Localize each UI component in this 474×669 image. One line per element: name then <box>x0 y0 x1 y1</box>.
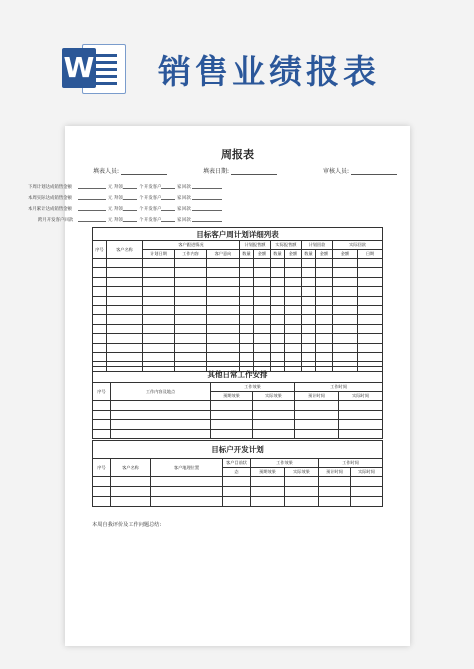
table-cell[interactable] <box>302 305 316 314</box>
table-cell[interactable] <box>175 268 207 277</box>
table-cell[interactable] <box>316 287 333 296</box>
table-cell[interactable] <box>333 343 358 352</box>
summary-visit: 拜领 <box>114 196 123 201</box>
table-cell[interactable] <box>143 334 175 343</box>
table-cell[interactable] <box>93 487 111 497</box>
table-cell[interactable] <box>151 477 223 487</box>
table-cell[interactable] <box>271 343 285 352</box>
table-cell[interactable] <box>254 315 271 324</box>
table-cell[interactable] <box>302 277 316 286</box>
table-row <box>93 487 383 497</box>
t3-effect: 工作效果 <box>251 459 319 468</box>
table-cell[interactable] <box>358 343 383 352</box>
summary-dev: 开发客户 <box>144 207 162 212</box>
table-row <box>93 429 383 439</box>
table-cell[interactable] <box>93 268 107 277</box>
table-cell[interactable] <box>207 334 240 343</box>
summary-reply: 回款 <box>182 218 191 223</box>
summary-reply: 回款 <box>182 185 191 190</box>
table-cell[interactable] <box>316 315 333 324</box>
table-cell[interactable] <box>253 429 295 439</box>
table-cell[interactable] <box>271 268 285 277</box>
table-cell[interactable] <box>339 420 383 430</box>
table-cell[interactable] <box>285 268 302 277</box>
table-cell[interactable] <box>251 487 285 497</box>
t1-actual-pay: 实际回款 <box>333 241 383 250</box>
table-cell[interactable] <box>111 410 211 420</box>
t1-plan-price: 计划报售额 <box>240 241 271 250</box>
table-cell[interactable] <box>207 343 240 352</box>
table-cell[interactable] <box>93 296 107 305</box>
table-cell[interactable] <box>93 334 107 343</box>
t3-plan-time: 预计时间 <box>319 468 351 477</box>
t1-actual-price: 实际报售额 <box>271 241 302 250</box>
t2-effect: 工作效果 <box>211 383 295 392</box>
table-cell[interactable] <box>175 315 207 324</box>
table-cell[interactable] <box>253 420 295 430</box>
table-row <box>93 352 383 361</box>
table-cell[interactable] <box>254 352 271 361</box>
table-cell[interactable] <box>111 420 211 430</box>
t2-content: 工作内容及地点 <box>111 383 211 401</box>
table-cell[interactable] <box>111 497 151 507</box>
table-cell[interactable] <box>316 324 333 333</box>
reviewer-field: 审核人员: <box>323 166 397 175</box>
table-cell[interactable] <box>302 268 316 277</box>
table-cell[interactable] <box>333 305 358 314</box>
table-row <box>93 477 383 487</box>
table-cell[interactable] <box>211 429 253 439</box>
t1-amount-3: 金额 <box>316 250 333 259</box>
table-cell[interactable] <box>240 315 254 324</box>
table-cell[interactable] <box>316 343 333 352</box>
summary-dev: 开发客户 <box>144 185 162 190</box>
t3-plan-effect: 预期效果 <box>251 468 285 477</box>
table-cell[interactable] <box>302 287 316 296</box>
table-cell[interactable] <box>333 334 358 343</box>
table-cell[interactable] <box>93 401 111 411</box>
table-cell[interactable] <box>143 259 175 268</box>
table-row <box>93 296 383 305</box>
table-cell[interactable] <box>333 277 358 286</box>
table-cell[interactable] <box>175 352 207 361</box>
table-cell[interactable] <box>285 277 302 286</box>
table-row <box>93 315 383 324</box>
table-cell[interactable] <box>240 352 254 361</box>
summary-home: 家 <box>177 196 182 201</box>
table-cell[interactable] <box>240 334 254 343</box>
summary-unit: 元 <box>108 218 113 223</box>
table-cell[interactable] <box>295 420 339 430</box>
table-cell[interactable] <box>93 343 107 352</box>
t1-plan-pay: 计划回款 <box>302 241 333 250</box>
table-cell[interactable] <box>223 477 251 487</box>
table-cell[interactable] <box>175 305 207 314</box>
table-cell[interactable] <box>93 429 111 439</box>
table2-title: 其他日常工作安排 <box>93 367 383 383</box>
summary-dev: 开发客户 <box>144 196 162 201</box>
summary-visit: 拜领 <box>114 185 123 190</box>
summary-reply: 回款 <box>182 207 191 212</box>
table-cell[interactable] <box>240 296 254 305</box>
table-cell[interactable] <box>111 487 151 497</box>
table-cell[interactable] <box>358 287 383 296</box>
table-cell[interactable] <box>302 324 316 333</box>
summary-label: 跨月开发客户回款 <box>38 218 74 223</box>
table-row <box>93 305 383 314</box>
table-cell[interactable] <box>271 259 285 268</box>
t3-time: 工作时间 <box>319 459 383 468</box>
table-cell[interactable] <box>107 259 143 268</box>
table-cell[interactable] <box>316 277 333 286</box>
table-cell[interactable] <box>107 315 143 324</box>
table-cell[interactable] <box>93 420 111 430</box>
table-cell[interactable] <box>271 296 285 305</box>
table-cell[interactable] <box>107 352 143 361</box>
t2-time: 工作时间 <box>295 383 383 392</box>
table-cell[interactable] <box>107 343 143 352</box>
summary-home: 家 <box>177 185 182 190</box>
table-cell[interactable] <box>351 487 383 497</box>
table-cell[interactable] <box>254 334 271 343</box>
t3-status-2: 态 <box>223 468 251 477</box>
table-cell[interactable] <box>358 259 383 268</box>
table-cell[interactable] <box>111 429 211 439</box>
table-cell[interactable] <box>285 315 302 324</box>
dev-plan-table <box>92 440 383 507</box>
table-cell[interactable] <box>302 259 316 268</box>
table-cell[interactable] <box>351 497 383 507</box>
table-cell[interactable] <box>285 259 302 268</box>
table-cell[interactable] <box>271 315 285 324</box>
table-cell[interactable] <box>107 287 143 296</box>
table-cell[interactable] <box>254 305 271 314</box>
table-cell[interactable] <box>295 429 339 439</box>
table-row <box>93 334 383 343</box>
table-row <box>93 401 383 411</box>
table-cell[interactable] <box>143 296 175 305</box>
table-cell[interactable] <box>295 401 339 411</box>
table-cell[interactable] <box>285 334 302 343</box>
table-cell[interactable] <box>111 401 211 411</box>
table-cell[interactable] <box>285 477 319 487</box>
table-row <box>93 410 383 420</box>
logo-letter: W <box>62 48 96 88</box>
table-row <box>93 324 383 333</box>
summary-unit: 元 <box>108 196 113 201</box>
table-cell[interactable] <box>143 352 175 361</box>
table-cell[interactable] <box>207 305 240 314</box>
table-cell[interactable] <box>254 287 271 296</box>
table-cell[interactable] <box>207 277 240 286</box>
table-cell[interactable] <box>319 487 351 497</box>
summary-visit: 拜领 <box>114 207 123 212</box>
table-cell[interactable] <box>93 315 107 324</box>
t1-need: 客户意向 <box>207 250 240 259</box>
table-cell[interactable] <box>143 268 175 277</box>
t1-progress: 客户跟进情况 <box>143 241 240 250</box>
target-client-table <box>92 227 383 372</box>
table-cell[interactable] <box>285 487 319 497</box>
table-cell[interactable] <box>254 259 271 268</box>
table-cell[interactable] <box>339 429 383 439</box>
table-cell[interactable] <box>358 296 383 305</box>
t1-plan-date: 计划日期 <box>143 250 175 259</box>
banner-title: 销售业绩报表 <box>158 52 380 91</box>
summary-label: 下周计划达成销售金额 <box>28 185 72 190</box>
t1-content: 工作内容 <box>175 250 207 259</box>
table-cell[interactable] <box>271 277 285 286</box>
table-cell[interactable] <box>240 259 254 268</box>
t1-seq: 序号 <box>93 241 107 259</box>
table-cell[interactable] <box>316 268 333 277</box>
table-cell[interactable] <box>211 401 253 411</box>
summary-dev: 开发客户 <box>144 218 162 223</box>
summary-visit: 拜领 <box>114 218 123 223</box>
table-cell[interactable] <box>319 477 351 487</box>
table-row <box>93 420 383 430</box>
table-cell[interactable] <box>316 334 333 343</box>
table-cell[interactable] <box>271 352 285 361</box>
table-row <box>93 277 383 286</box>
t2-plan-effect: 预期效果 <box>211 392 253 401</box>
table1-title: 目标客户周计划详细列表 <box>93 228 383 241</box>
table-cell[interactable] <box>254 324 271 333</box>
table-cell[interactable] <box>240 324 254 333</box>
summary-count: 个 <box>139 196 144 201</box>
table-cell[interactable] <box>285 352 302 361</box>
table-cell[interactable] <box>175 296 207 305</box>
report-page <box>65 126 410 646</box>
table-cell[interactable] <box>107 324 143 333</box>
table-cell[interactable] <box>240 305 254 314</box>
table-cell[interactable] <box>143 305 175 314</box>
table-cell[interactable] <box>285 497 319 507</box>
table-cell[interactable] <box>295 410 339 420</box>
word-document-icon <box>62 42 124 94</box>
table-cell[interactable] <box>207 324 240 333</box>
table-cell[interactable] <box>316 296 333 305</box>
table-cell[interactable] <box>285 324 302 333</box>
banner <box>0 0 474 118</box>
table-cell[interactable] <box>240 268 254 277</box>
table-cell[interactable] <box>333 268 358 277</box>
table-cell[interactable] <box>271 305 285 314</box>
table-cell[interactable] <box>151 487 223 497</box>
table-row <box>93 343 383 352</box>
table-cell[interactable] <box>358 324 383 333</box>
summary-label: 本周实际达成销售金额 <box>28 196 72 201</box>
table-cell[interactable] <box>358 305 383 314</box>
table-cell[interactable] <box>339 401 383 411</box>
summary-label: 本月累计达成销售金额 <box>28 207 72 212</box>
table3-title: 目标户开发计划 <box>93 441 383 459</box>
summary-count: 个 <box>139 207 144 212</box>
table-cell[interactable] <box>240 277 254 286</box>
table-cell[interactable] <box>175 287 207 296</box>
table-cell[interactable] <box>254 343 271 352</box>
table-cell[interactable] <box>351 477 383 487</box>
table-cell[interactable] <box>285 296 302 305</box>
summary-home: 家 <box>177 207 182 212</box>
table-cell[interactable] <box>271 334 285 343</box>
table-cell[interactable] <box>333 259 358 268</box>
table-cell[interactable] <box>175 343 207 352</box>
table-cell[interactable] <box>223 497 251 507</box>
table-cell[interactable] <box>253 410 295 420</box>
t1-name: 客户名称 <box>107 241 143 259</box>
table-cell[interactable] <box>143 315 175 324</box>
table-cell[interactable] <box>211 420 253 430</box>
table-cell[interactable] <box>93 497 111 507</box>
table-cell[interactable] <box>285 287 302 296</box>
table-cell[interactable] <box>333 296 358 305</box>
table-cell[interactable] <box>333 352 358 361</box>
summary-unit: 元 <box>108 207 113 212</box>
table-cell[interactable] <box>251 477 285 487</box>
table-cell[interactable] <box>143 277 175 286</box>
table-cell[interactable] <box>143 343 175 352</box>
table-cell[interactable] <box>207 352 240 361</box>
table-cell[interactable] <box>93 324 107 333</box>
table-cell[interactable] <box>339 410 383 420</box>
t2-actual-effect: 实际效果 <box>253 392 295 401</box>
table-cell[interactable] <box>93 259 107 268</box>
t1-qty-1: 数量 <box>240 250 254 259</box>
summary-unit: 元 <box>108 185 113 190</box>
table-cell[interactable] <box>358 315 383 324</box>
t2-plan-time: 预计时间 <box>295 392 339 401</box>
table-row <box>93 497 383 507</box>
table-cell[interactable] <box>240 287 254 296</box>
t3-seq: 序号 <box>93 459 111 477</box>
table-cell[interactable] <box>207 287 240 296</box>
table-cell[interactable] <box>240 343 254 352</box>
table-cell[interactable] <box>175 259 207 268</box>
table-cell[interactable] <box>254 277 271 286</box>
table-cell[interactable] <box>302 315 316 324</box>
table-cell[interactable] <box>271 324 285 333</box>
t1-amount-4: 金额 <box>333 250 358 259</box>
table-cell[interactable] <box>151 497 223 507</box>
t3-status-1: 客户目前状 <box>223 459 251 468</box>
table-cell[interactable] <box>207 268 240 277</box>
table-cell[interactable] <box>302 296 316 305</box>
table-cell[interactable] <box>93 277 107 286</box>
table-cell[interactable] <box>254 296 271 305</box>
table-cell[interactable] <box>93 305 107 314</box>
table-cell[interactable] <box>107 334 143 343</box>
t1-amount-2: 金额 <box>285 250 302 259</box>
table-cell[interactable] <box>143 324 175 333</box>
t1-amount-1: 金额 <box>254 250 271 259</box>
table-cell[interactable] <box>333 324 358 333</box>
table-cell[interactable] <box>333 315 358 324</box>
daily-work-table <box>92 366 383 439</box>
table-cell[interactable] <box>93 477 111 487</box>
table-cell[interactable] <box>107 296 143 305</box>
summary-home: 家 <box>177 218 182 223</box>
table-cell[interactable] <box>107 268 143 277</box>
table-cell[interactable] <box>207 296 240 305</box>
table-cell[interactable] <box>271 287 285 296</box>
table-cell[interactable] <box>143 287 175 296</box>
table-cell[interactable] <box>107 277 143 286</box>
t2-actual-time: 实际时间 <box>339 392 383 401</box>
table-cell[interactable] <box>302 334 316 343</box>
table-cell[interactable] <box>358 334 383 343</box>
table-cell[interactable] <box>207 315 240 324</box>
table-row <box>93 268 383 277</box>
table-cell[interactable] <box>316 352 333 361</box>
t3-actual-effect: 实际效果 <box>285 468 319 477</box>
table-cell[interactable] <box>223 487 251 497</box>
t1-date: 日期 <box>358 250 383 259</box>
t1-qty-3: 数量 <box>302 250 316 259</box>
table-row <box>93 259 383 268</box>
table-cell[interactable] <box>302 343 316 352</box>
table-cell[interactable] <box>333 287 358 296</box>
summary-count: 个 <box>139 185 144 190</box>
self-evaluation: 本周自我评价及工作问题总结: <box>92 522 162 528</box>
table-cell[interactable] <box>302 352 316 361</box>
summary-count: 个 <box>139 218 144 223</box>
table-cell[interactable] <box>358 277 383 286</box>
date-field: 填表日期: <box>203 166 277 175</box>
table-cell[interactable] <box>285 305 302 314</box>
table-cell[interactable] <box>93 352 107 361</box>
table-cell[interactable] <box>253 401 295 411</box>
table-cell[interactable] <box>175 334 207 343</box>
summary-reply: 回款 <box>182 196 191 201</box>
t1-qty-2: 数量 <box>271 250 285 259</box>
table-cell[interactable] <box>358 352 383 361</box>
table-cell[interactable] <box>319 497 351 507</box>
doc-title: 周报表 <box>221 148 254 161</box>
table-row <box>93 287 383 296</box>
table-cell[interactable] <box>93 410 111 420</box>
table-cell[interactable] <box>107 305 143 314</box>
t3-name: 客户名称 <box>111 459 151 477</box>
table-cell[interactable] <box>254 268 271 277</box>
table-cell[interactable] <box>285 343 302 352</box>
filler-field: 填表人员: <box>93 166 167 175</box>
table-cell[interactable] <box>316 259 333 268</box>
table-cell[interactable] <box>211 410 253 420</box>
table-cell[interactable] <box>316 305 333 314</box>
table-cell[interactable] <box>207 259 240 268</box>
table-cell[interactable] <box>251 497 285 507</box>
table-cell[interactable] <box>93 287 107 296</box>
table-cell[interactable] <box>175 324 207 333</box>
t3-addr: 客户地理位置 <box>151 459 223 477</box>
table-cell[interactable] <box>175 277 207 286</box>
table-cell[interactable] <box>358 268 383 277</box>
table-cell[interactable] <box>111 477 151 487</box>
t2-seq: 序号 <box>93 383 111 401</box>
t3-actual-time: 实际时间 <box>351 468 383 477</box>
